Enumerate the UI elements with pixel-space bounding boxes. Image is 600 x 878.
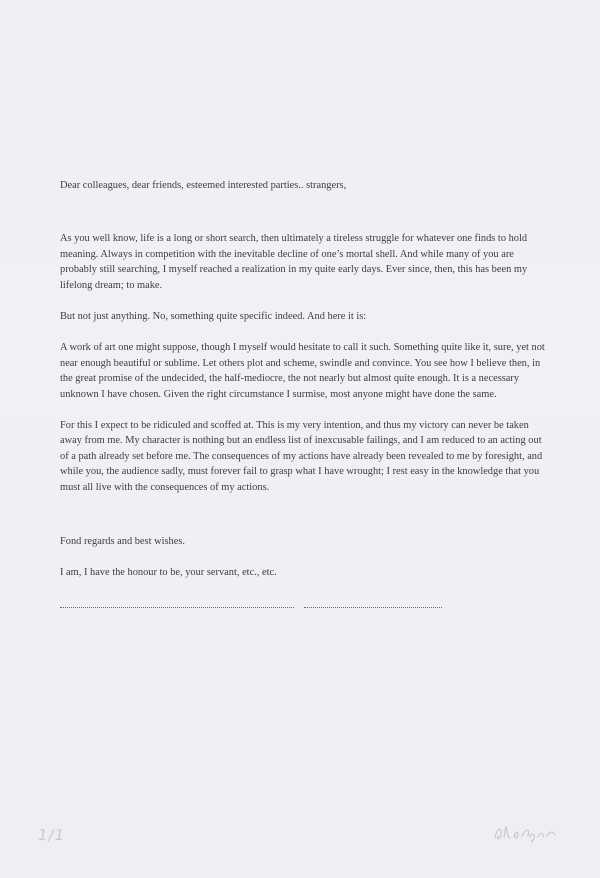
paragraph-3: A work of art one might suppose, though I myself would hesitate to call it such. Something quite like it, sure, yet not near enough beautiful or sublime. Let others plot and scheme, swindle and convince. You see how I believe then, in the great promise of the undecided, the half-mediocre, the not nearly but almost quite enough. It is a necessary unknown I have chosen. Given the right circumstance I surmise, most anyone might have done the same.	[60, 342, 545, 400]
signature-line-right	[304, 597, 442, 608]
paragraph-1: As you well know, life is a long or short search, then ultimately a tireless struggle for whatever one finds to hold meaning. Always in competition with the inevitable decline of one’s mortal shell. And while many of you are probably still searching, I myself reached a realization in my quite early days. Ever since, then, this has been my lifelong dream; to make.	[60, 233, 528, 291]
signoff-line: I am, I have the honour to be, your servant, etc., etc.	[60, 566, 277, 578]
edition-number: 1/1	[38, 826, 66, 844]
closing-line: Fond regards and best wishes.	[60, 536, 185, 548]
paragraph-2: But not just anything. No, something quite specific indeed. And here it is:	[60, 311, 367, 323]
salutation: Dear colleagues, dear friends, esteemed interested parties.. strangers,	[60, 180, 347, 191]
letter-body	[60, 178, 550, 608]
signature-lines	[60, 597, 550, 608]
signature-line-left	[60, 597, 294, 608]
paragraph-4: For this I expect to be ridiculed and scoffed at. This is my very intention, and thus my victory can never be taken away from me. My character is nothing but an endless list of inexcusable failings, and I am reduced to an acting out of a path already set before me. The consequences of my actions have already been revealed to me by foresight, and while you, the audience sadly, must forever fail to grasp what I have wrought; I rest easy in the knowledge that you must all live with the consequences of my actions.	[60, 420, 543, 493]
handwritten-signature	[492, 818, 562, 846]
